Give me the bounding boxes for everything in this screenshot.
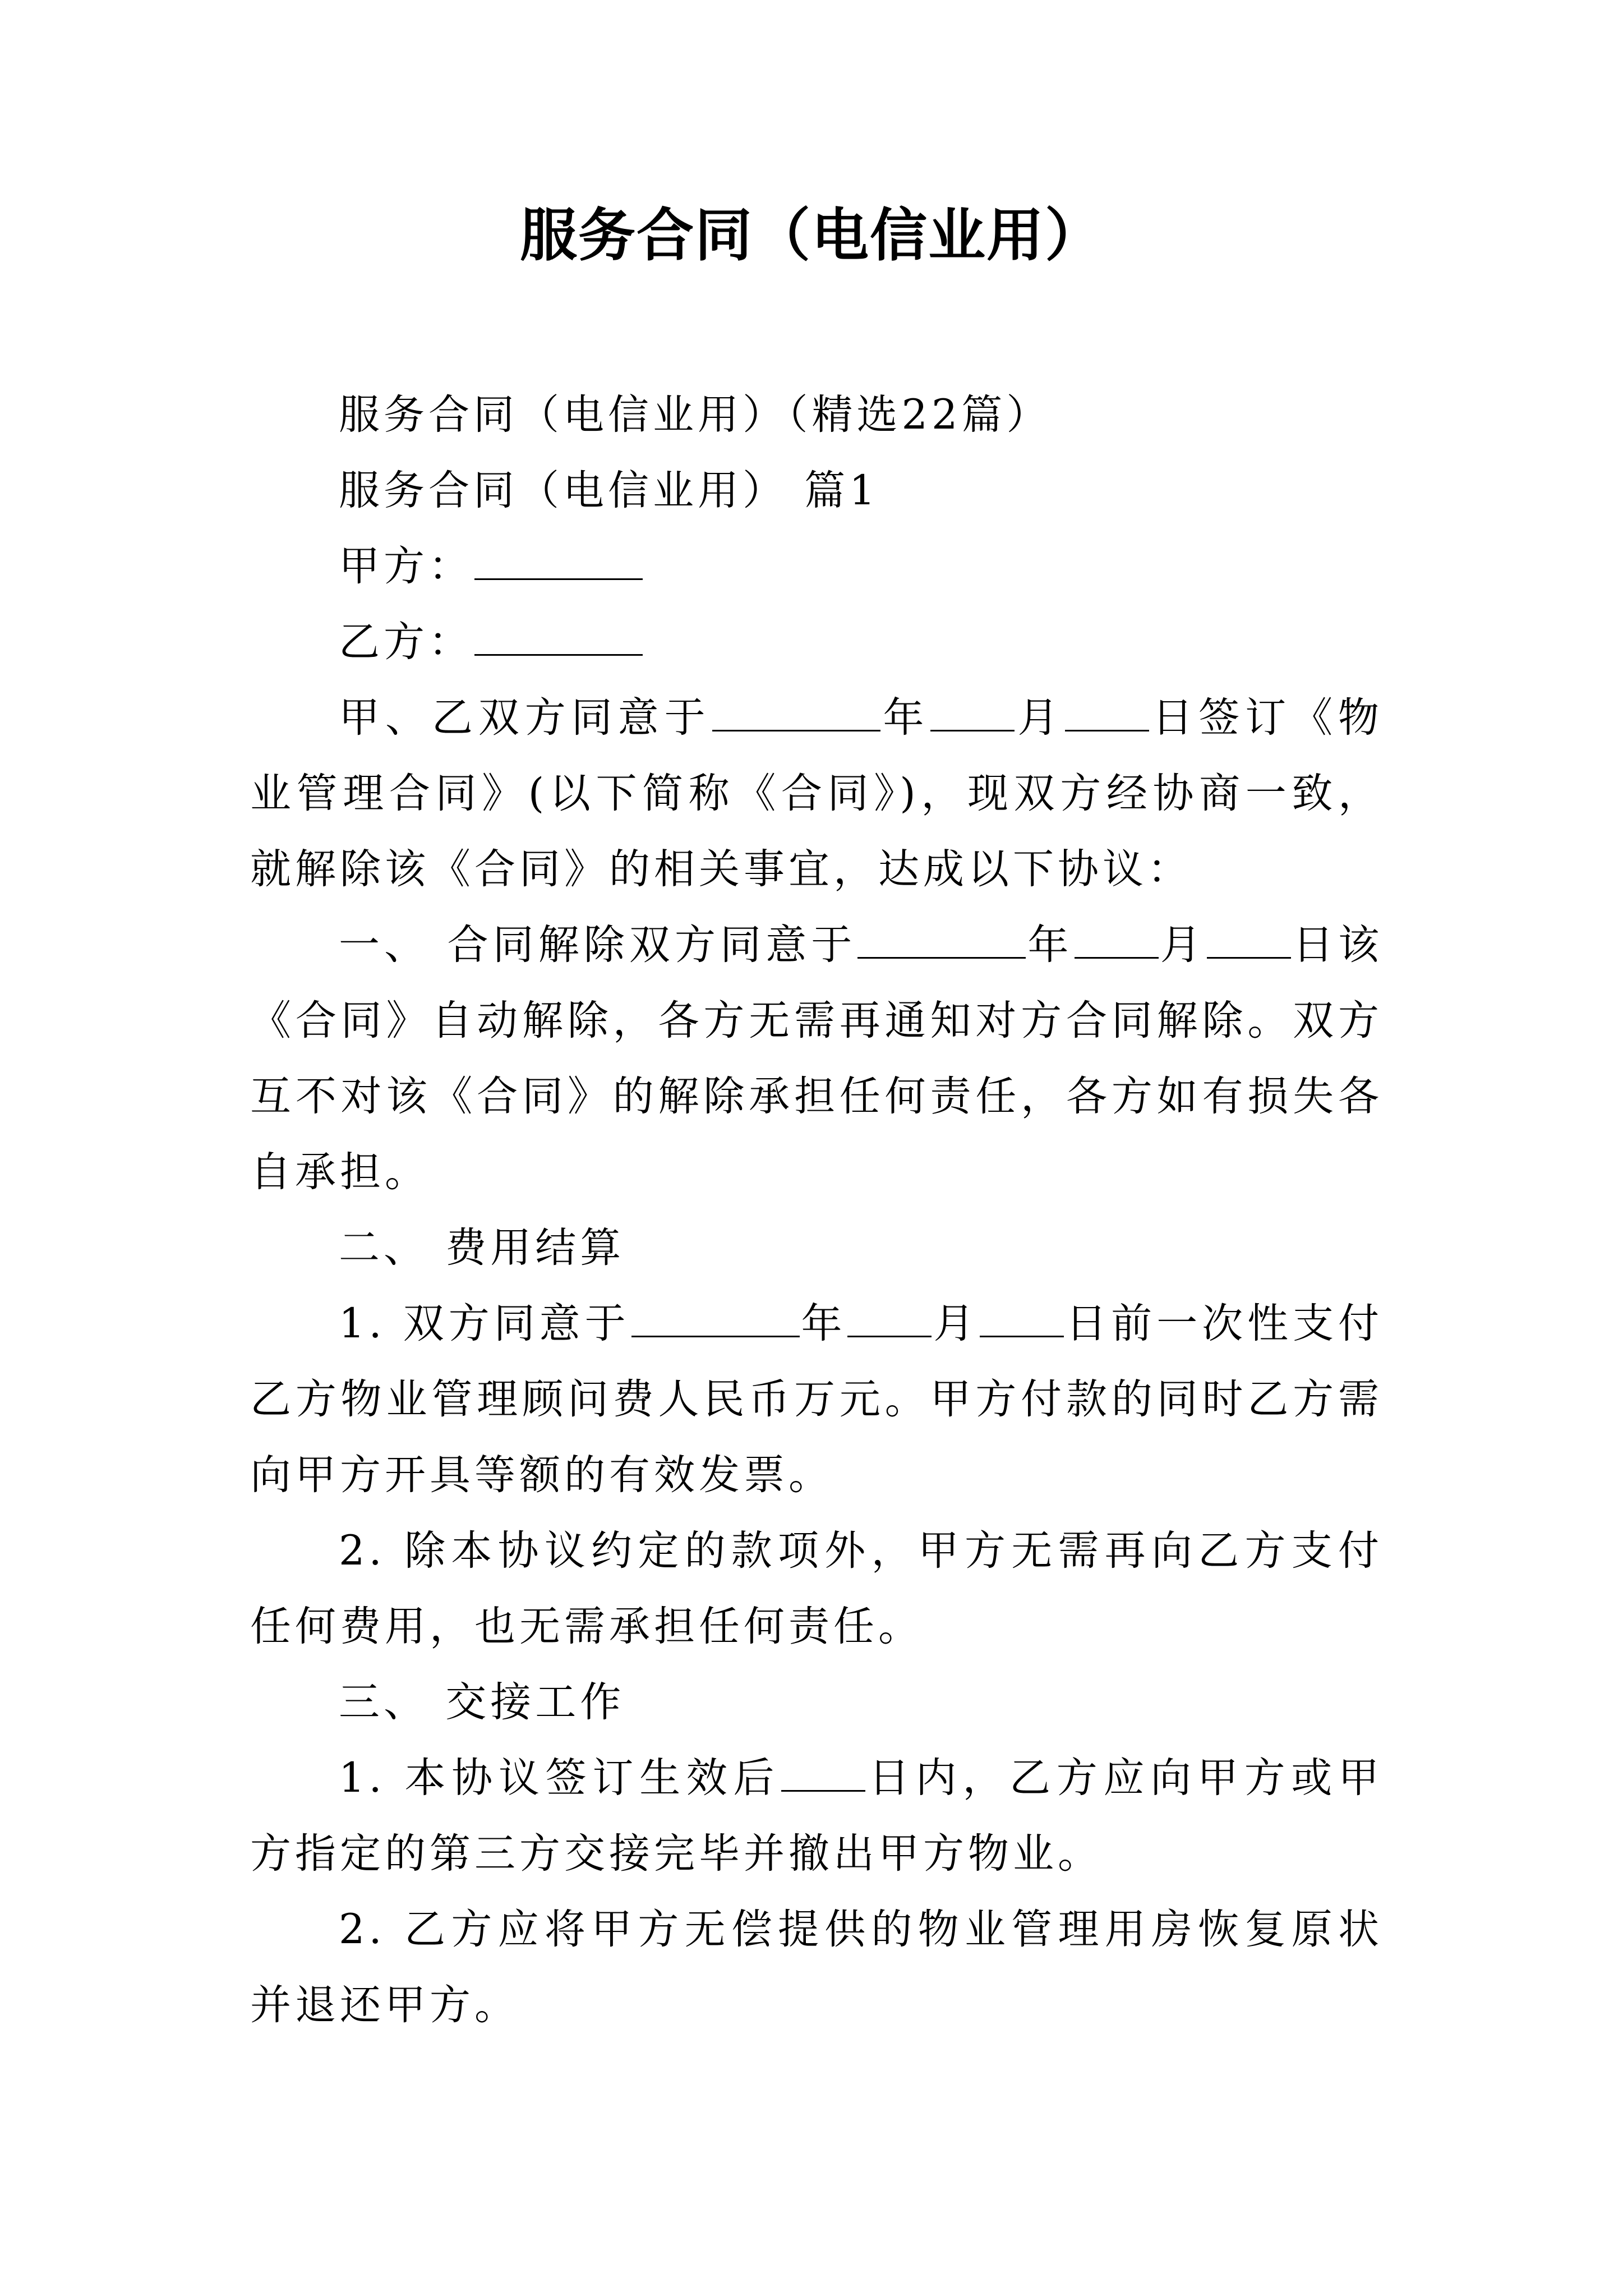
party-a-line <box>250 528 1383 604</box>
clause3-item2: 2. 乙方应将甲方无偿提供的物业管理用房恢复原状并退还甲方。 <box>250 1906 1383 2029</box>
clause2-item1 <box>250 1286 1383 1513</box>
clause2-heading: 二、 费用结算 <box>339 1224 625 1272</box>
document-title: 服务合同（电信业用） <box>520 202 1103 269</box>
clause1-text-2: 日该《合同》自动解除，各方无需再通知对方合同解除。双方互不对该《合同》的解除承担任何责任，各方如有损失各自承担。 <box>250 921 1384 1196</box>
clause1-year-label: 年 <box>1027 921 1073 969</box>
clause2-year-label: 年 <box>800 1300 847 1347</box>
clause3-item1 <box>250 1740 1383 1892</box>
clause1-day-blank <box>1207 916 1291 959</box>
party-b-blank <box>474 613 643 656</box>
intro-text-1: 甲、乙双方同意于 <box>339 694 711 742</box>
intro-month-label: 月 <box>1016 694 1064 742</box>
clause1-paragraph <box>250 907 1383 1210</box>
clause1-month-label: 月 <box>1159 921 1206 969</box>
clause2-item1-text-2: 日前一次性支付乙方物业管理顾问费人民币万元。甲方付款的同时乙方需向甲方开具等额的有效发票。 <box>250 1300 1384 1499</box>
clause2-item2: 2. 除本协议约定的款项外，甲方无需再向乙方支付任何费用，也无需承担任何责任。 <box>250 1527 1383 1650</box>
section-heading: 服务合同（电信业用） 篇1 <box>339 467 879 514</box>
intro-day-blank <box>1065 689 1149 731</box>
clause3-heading: 三、 交接工作 <box>339 1678 625 1726</box>
intro-paragraph <box>250 680 1383 907</box>
subtitle: 服务合同（电信业用）（精选22篇） <box>339 391 1052 439</box>
intro-month-blank <box>930 689 1015 731</box>
clause3-item1-text-1: 1. 本协议签订生效后 <box>339 1754 781 1802</box>
clause2-month-blank <box>847 1295 932 1337</box>
party-a-blank <box>474 537 643 580</box>
party-b-line <box>250 604 1383 680</box>
clause2-item1-text-1: 1. 双方同意于 <box>339 1300 630 1347</box>
clause1-text-1: 一、 合同解除双方同意于 <box>339 921 857 969</box>
intro-year-label: 年 <box>881 694 930 742</box>
clause1-year-blank <box>857 916 1026 959</box>
party-b-label: 乙方： <box>339 618 473 666</box>
clause1-month-blank <box>1075 916 1159 959</box>
clause2-day-blank <box>980 1295 1064 1337</box>
clause3-days-blank <box>781 1749 865 1792</box>
intro-text-2: 日签订《物业管理合同》(以下简称《合同》)，现双方经协商一致，就解除该《合同》的相关事宜，达成以下协议： <box>250 694 1384 893</box>
document-body <box>250 377 1383 2043</box>
clause2-year-blank <box>631 1295 800 1337</box>
party-a-label: 甲方： <box>339 542 473 590</box>
intro-year-blank <box>712 689 880 731</box>
clause2-month-label: 月 <box>933 1300 979 1347</box>
clause3-item1-text-2: 日内，乙方应向甲方或甲方指定的第三方交接完毕并撤出甲方物业。 <box>250 1754 1383 1878</box>
